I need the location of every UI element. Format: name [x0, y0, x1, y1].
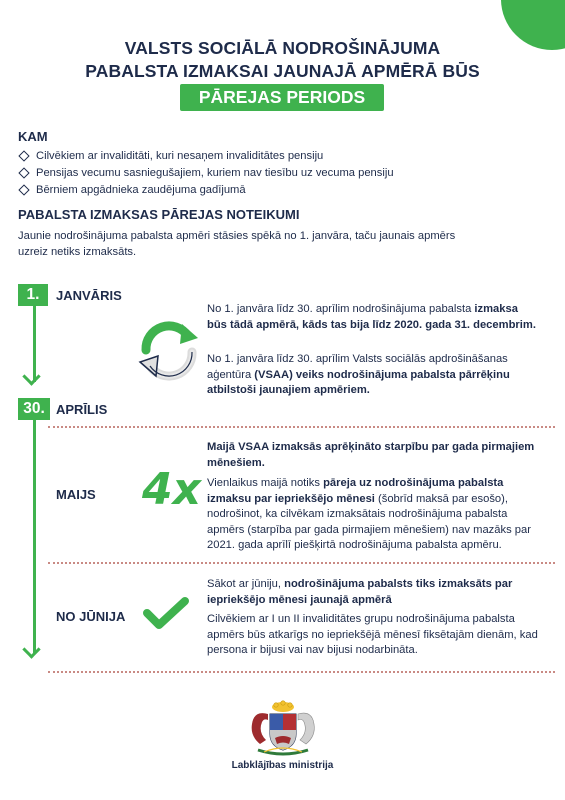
ministry-name: Labklājības ministrija [231, 760, 334, 771]
checkmark-icon [142, 596, 190, 630]
may-paragraph-1: Maijā VSAA izmaksās aprēķināto starpību par gada pirmajiem mēnešiem. [207, 441, 535, 469]
jan-number-box: 1. [18, 284, 48, 306]
june-paragraph-1: Sākot ar jūniju, nodrošinājuma pabalsts tiks izmaksāts par iepriekšējo mēnesi jaunajā apmērā [207, 578, 513, 606]
diamond-bullet-icon [18, 150, 29, 161]
timeline-arrow-down-icon [22, 640, 40, 658]
dotted-divider [48, 671, 555, 673]
dotted-divider [48, 562, 555, 564]
diamond-bullet-icon [18, 167, 29, 178]
title-line-1: VALSTS SOCIĀLĀ NODROŠINĀJUMA [124, 38, 441, 58]
june-paragraph-2: Cilvēkiem ar I un II invaliditātes grupu nodrošinājuma pabalsta apmērs būs atkarīgs no iepriekšējā mēnesī fiksētajām dienām, kad persona ir bijusi vai nav bijusi nodarbināta. [207, 613, 538, 656]
apr-number-box: 30. [18, 398, 50, 420]
timeline-line-2 [33, 418, 36, 654]
dotted-divider [48, 426, 555, 428]
title-line-2: PABALSTA IZMAKSAI JAUNAJĀ APMĒRĀ BŪS [85, 61, 480, 81]
apr-label: APRĪLIS [56, 402, 108, 417]
four-times-icon: 4x [142, 464, 201, 515]
period-badge: PĀREJAS PERIODS [180, 84, 384, 111]
kam-item: Bērniem apgādnieka zaudējuma gadījumā [18, 184, 246, 196]
kam-item: Cilvēkiem ar invaliditāti, kuri nesaņem invaliditātes pensiju [18, 150, 323, 162]
refresh-cycle-icon [132, 318, 206, 382]
jan-paragraph-1: No 1. janvāra līdz 30. aprīlim nodrošinājuma pabalsta izmaksa būs tādā apmērā, kāds tas bija līdz 2020. gada 31. decembrim. [207, 303, 536, 331]
kam-item: Pensijas vecumu sasniegušajiem, kuriem nav tiesību uz vecuma pensiju [18, 167, 394, 179]
may-label: MAIJS [56, 487, 96, 502]
jan-label: JANVĀRIS [56, 288, 122, 303]
may-paragraph-2: Vienlaikus maijā notiks pāreja uz nodrošinājuma pabalsta izmaksu par iepriekšējo mēnesi (šobrīd maksā par esošo), nodrošinot, ka cilvēkam izmaksātais nodrošinājuma pabalsta apmērs (starpība par gada pirmajiem mēnešiem) nav mazāks par 2021. gada aprīlī piešķirtā nodrošinājuma pabalsta apmēru. [207, 477, 531, 551]
jan-paragraph-2: No 1. janvāra līdz 30. aprīlim Valsts sociālās apdrošināšanas aģentūra (VSAA) veiks nodrošinājuma pabalsta pārrēķinu atbilstoši jaunajiem apmēriem. [207, 353, 510, 396]
june-label: NO JŪNIJA [56, 609, 126, 624]
kam-heading: KAM [18, 129, 48, 144]
rules-heading: PABALSTA IZMAKSAS PĀREJAS NOTEIKUMI [18, 207, 300, 222]
diamond-bullet-icon [18, 184, 29, 195]
coat-of-arms-logo [246, 700, 320, 758]
timeline-arrow-down-icon [22, 367, 40, 385]
rules-intro: Jaunie nodrošinājuma pabalsta apmēri stāsies spēkā no 1. janvāra, taču jaunais apmērs uzreiz netiks izmaksāts. [18, 230, 456, 258]
